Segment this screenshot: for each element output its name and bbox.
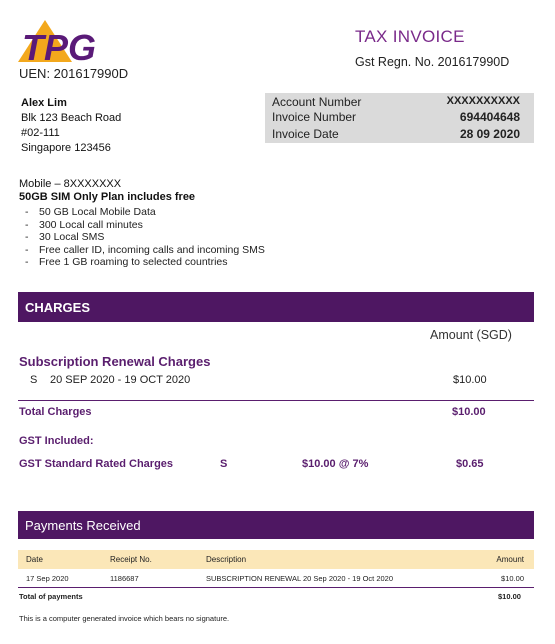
charges-divider [18,400,534,401]
uen-number: UEN: 201617990D [19,66,129,81]
invoice-number-value: 694404648 [459,110,520,124]
footer-note: This is a computer generated invoice which bears no signature. [19,614,230,623]
account-number-value: XXXXXXXXXX [446,95,520,107]
invoice-number-label: Invoice Number [272,110,357,124]
charges-title: CHARGES [25,300,91,315]
tpg-logo [18,20,138,64]
customer-name: Alex Lim [21,97,67,109]
table-row [18,570,534,588]
invoice-date-label: Invoice Date [272,127,339,141]
total-payments-label: Total of payments [19,592,83,601]
gst-standard-label: GST Standard Rated Charges [19,458,174,470]
payments-table-header [18,550,534,569]
plan-feature-item: - 300 Local call minutes [25,219,265,232]
payment-date: 17 Sep 2020 [26,574,69,583]
gst-rate: $10.00 @ 7% [302,458,369,470]
document-title: TAX INVOICE [355,27,465,46]
address-line-2: #02-111 [21,127,60,139]
gst-included-label: GST Included: [19,435,94,447]
plan-features-list [25,206,265,269]
subscription-tax-code: S [30,374,38,386]
address-line-3: Singapore 123456 [21,142,111,154]
address-line-1: Blk 123 Beach Road [21,112,122,124]
invoice-date-value: 28 09 2020 [459,127,520,141]
total-charges-amount: $10.00 [452,406,486,418]
plan-feature-item: - Free 1 GB roaming to selected countries [25,256,265,269]
col-description-header: Description [206,555,247,564]
col-amount-header: Amount [496,555,524,564]
col-date-header: Date [26,555,43,564]
total-payments-amount: $10.00 [498,592,521,601]
invoice-number-row [272,110,520,124]
payments-title: Payments Received [25,518,141,533]
payment-amount: $10.00 [501,574,524,583]
account-info-box [265,93,534,143]
gst-amount: $0.65 [456,458,484,470]
tpg-logo-graphic [18,20,138,64]
invoice-date-row [272,127,520,141]
plan-feature-item: - 50 GB Local Mobile Data [25,206,265,219]
customer-address-block [21,96,121,156]
account-number-label: Account Number [272,95,362,109]
plan-name: 50GB SIM Only Plan includes free [19,191,196,203]
subscription-amount: $10.00 [453,374,487,386]
subscription-period: 20 SEP 2020 - 19 OCT 2020 [50,374,191,386]
charges-section-header [18,292,534,322]
gst-registration-number: Gst Regn. No. 201617990D [355,55,510,69]
mobile-number: Mobile – 8XXXXXXX [19,178,122,190]
account-number-row [272,95,520,109]
col-receipt-header: Receipt No. [110,555,152,564]
payment-receipt: 1186687 [110,574,139,583]
amount-column-header: Amount (SGD) [430,328,512,342]
gst-tax-code: S [220,458,228,470]
plan-feature-item: - 30 Local SMS [25,231,265,244]
subscription-charges-title: Subscription Renewal Charges [19,354,211,369]
payments-section-header [18,511,534,539]
payment-description: SUBSCRIPTION RENEWAL 20 Sep 2020 - 19 Oct 2020 [206,574,394,583]
plan-feature-item: - Free caller ID, incoming calls and incoming SMS [25,244,265,257]
logo-text: TPG [22,27,97,64]
total-charges-label: Total Charges [19,406,92,418]
